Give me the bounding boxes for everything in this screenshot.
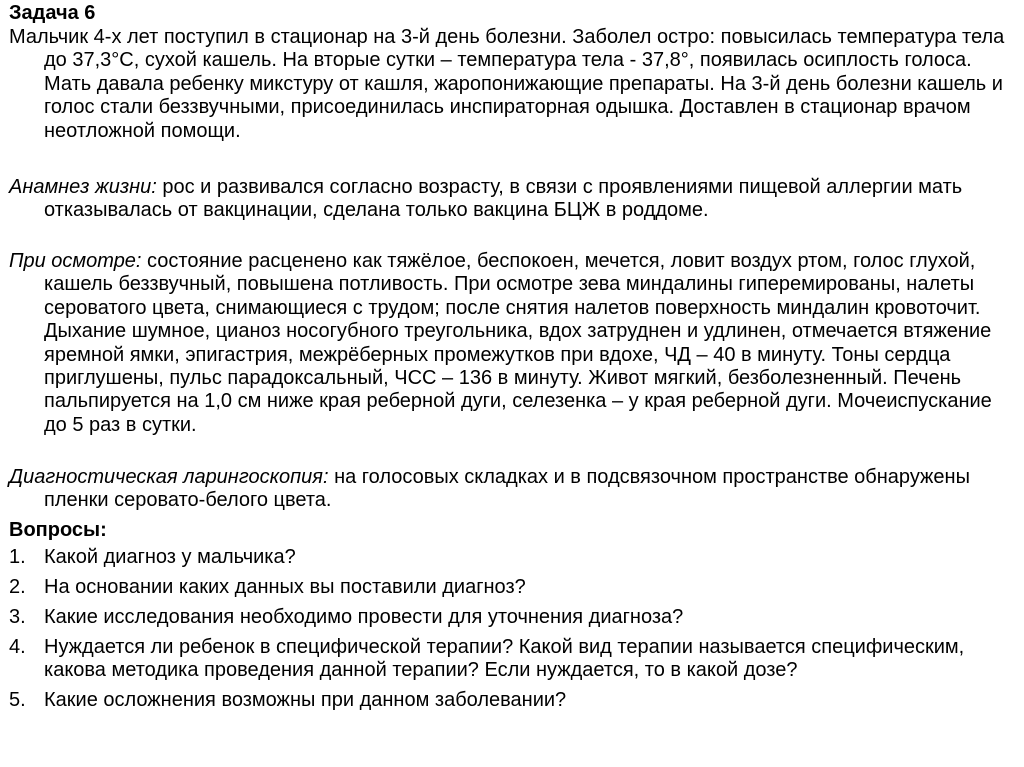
question-item <box>9 636 1019 683</box>
paragraph-text: состояние расценено как тяжёлое, беспокоен, мечется, ловит воздух ртом, голос глухой, кашель беззвучный, повышена потливость. При осмотре зева миндалины гиперемированы, налеты сероватого цвета, снимающиеся с трудом; после снятия налетов поверхность миндалин кровоточит. Дыхание шумное, цианоз носогубного треугольника, вдох затруднен и удлинен, отмечается втяжение яремной ямки, эпигастрия, межрёберных промежутков при вдохе, ЧД – 40 в минуту. Тоны сердца приглушены, пульс парадоксальный, ЧСС – 136 в минуту. Живот мягкий, безболезненный. Печень пальпируется на 1,0 см ниже края реберной дуги, селезенка – у края реберной дуги. Мочеиспускание до 5 раз в сутки. <box>44 250 992 436</box>
question-item <box>9 689 1019 712</box>
paragraph-lead: При осмотре: <box>9 250 142 272</box>
question-number: 2. <box>9 575 26 598</box>
question-text: На основании каких данных вы поставили диагноз? <box>44 575 526 598</box>
question-text: Какой диагноз у мальчика? <box>44 546 296 568</box>
task-title: Задача 6 <box>9 2 96 24</box>
paragraph-anamnesis <box>9 176 1019 223</box>
question-number: 1. <box>9 546 26 568</box>
question-number: 4. <box>9 635 26 658</box>
question-number: 3. <box>9 605 26 628</box>
paragraph-lead: Диагностическая ларингоскопия: <box>9 466 329 488</box>
question-text: Какие осложнения возможны при данном заболевании? <box>44 689 567 712</box>
question-item <box>9 606 1019 629</box>
paragraph-complaint <box>9 26 1019 143</box>
question-text: Какие исследования необходимо провести для уточнения диагноза? <box>44 605 684 628</box>
paragraph-text: Мальчик 4-х лет поступил в стационар на 3-й день болезни. Заболел остро: повысилась температура тела до 37,3°С, сухой кашель. На вторые сутки – температура тела - 37,8°, появилась осиплость голоса. Мать давала ребенку микстуру от кашля, жаропонижающие препараты. На 3-й день болезни кашель и голос стали беззвучными, присоединилась инспираторная одышка. Доставлен в стационар врачом неотложной помощи. <box>9 26 1005 142</box>
question-number: 5. <box>9 689 26 712</box>
paragraph-laryngoscopy <box>9 466 1019 513</box>
paragraph-lead: Анамнез жизни: <box>9 176 157 198</box>
question-item <box>9 576 1019 599</box>
question-item <box>9 546 1019 569</box>
paragraph-text: на голосовых складках и в подсвязочном пространстве обнаружены пленки серовато-белого цвета. <box>44 466 970 512</box>
paragraph-text: рос и развивался согласно возрасту, в связи с проявлениями пищевой аллергии мать отказывалась от вакцинации, сделана только вакцина БЦЖ в роддоме. <box>44 176 963 222</box>
questions-list <box>9 546 1019 719</box>
question-text: Нуждается ли ребенок в специфической терапии? Какой вид терапии называется специфическим, какова методика проведения данной терапии? Если нуждается, то в какой дозе? <box>44 635 965 682</box>
questions-title: Вопросы: <box>9 519 107 541</box>
paragraph-examination <box>9 250 1019 437</box>
